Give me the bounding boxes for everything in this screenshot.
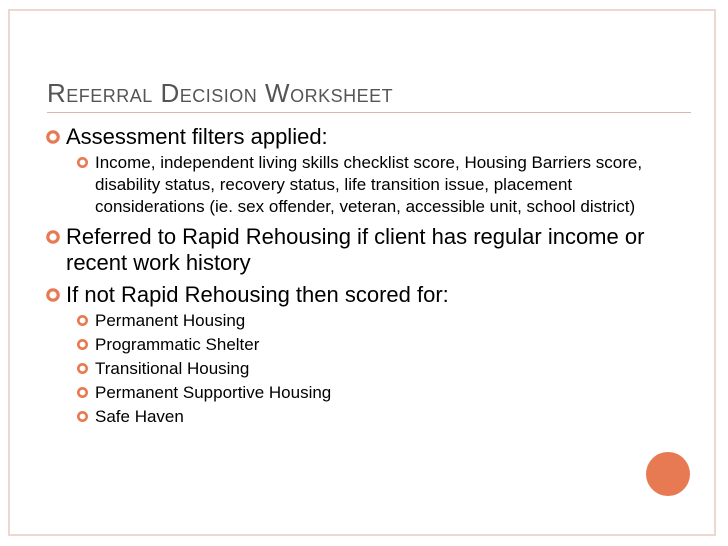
- list-item-text: Referred to Rapid Rehousing if client has regular income or recent work history: [66, 224, 645, 275]
- title-divider: [47, 112, 691, 113]
- bullet-list: [45, 124, 665, 428]
- bullet-icon: [45, 229, 61, 245]
- slide-title: Referral Decision Worksheet: [47, 78, 394, 108]
- bullet-icon: [76, 314, 89, 327]
- list-item-text: Safe Haven: [95, 407, 184, 426]
- list-item-text: Programmatic Shelter: [95, 335, 260, 354]
- bullet-icon: [45, 287, 61, 303]
- bullet-icon: [76, 386, 89, 399]
- bullet-icon: [45, 129, 61, 145]
- list-item: [45, 310, 665, 332]
- list-item-text: Income, independent living skills checklist score, Housing Barriers score, disability status, recovery status, life transition issue, placement considerations (ie. sex offender, veteran, accessible unit, school district): [95, 153, 643, 216]
- list-item-text: If not Rapid Rehousing then scored for:: [66, 282, 449, 307]
- bullet-icon: [76, 410, 89, 423]
- bullet-icon: [76, 156, 89, 169]
- list-item-text: Permanent Housing: [95, 311, 246, 330]
- list-item: [45, 282, 665, 308]
- list-item: [45, 152, 665, 218]
- bullet-icon: [76, 338, 89, 351]
- list-item: [45, 334, 665, 356]
- list-item-text: Transitional Housing: [95, 359, 250, 378]
- accent-circle: [646, 452, 690, 496]
- list-item: [45, 382, 665, 404]
- list-item: [45, 224, 665, 276]
- list-item-text: Assessment filters applied:: [66, 124, 328, 149]
- list-item: [45, 358, 665, 380]
- list-item: [45, 124, 665, 150]
- bullet-icon: [76, 362, 89, 375]
- list-item-text: Permanent Supportive Housing: [95, 383, 332, 402]
- list-item: [45, 406, 665, 428]
